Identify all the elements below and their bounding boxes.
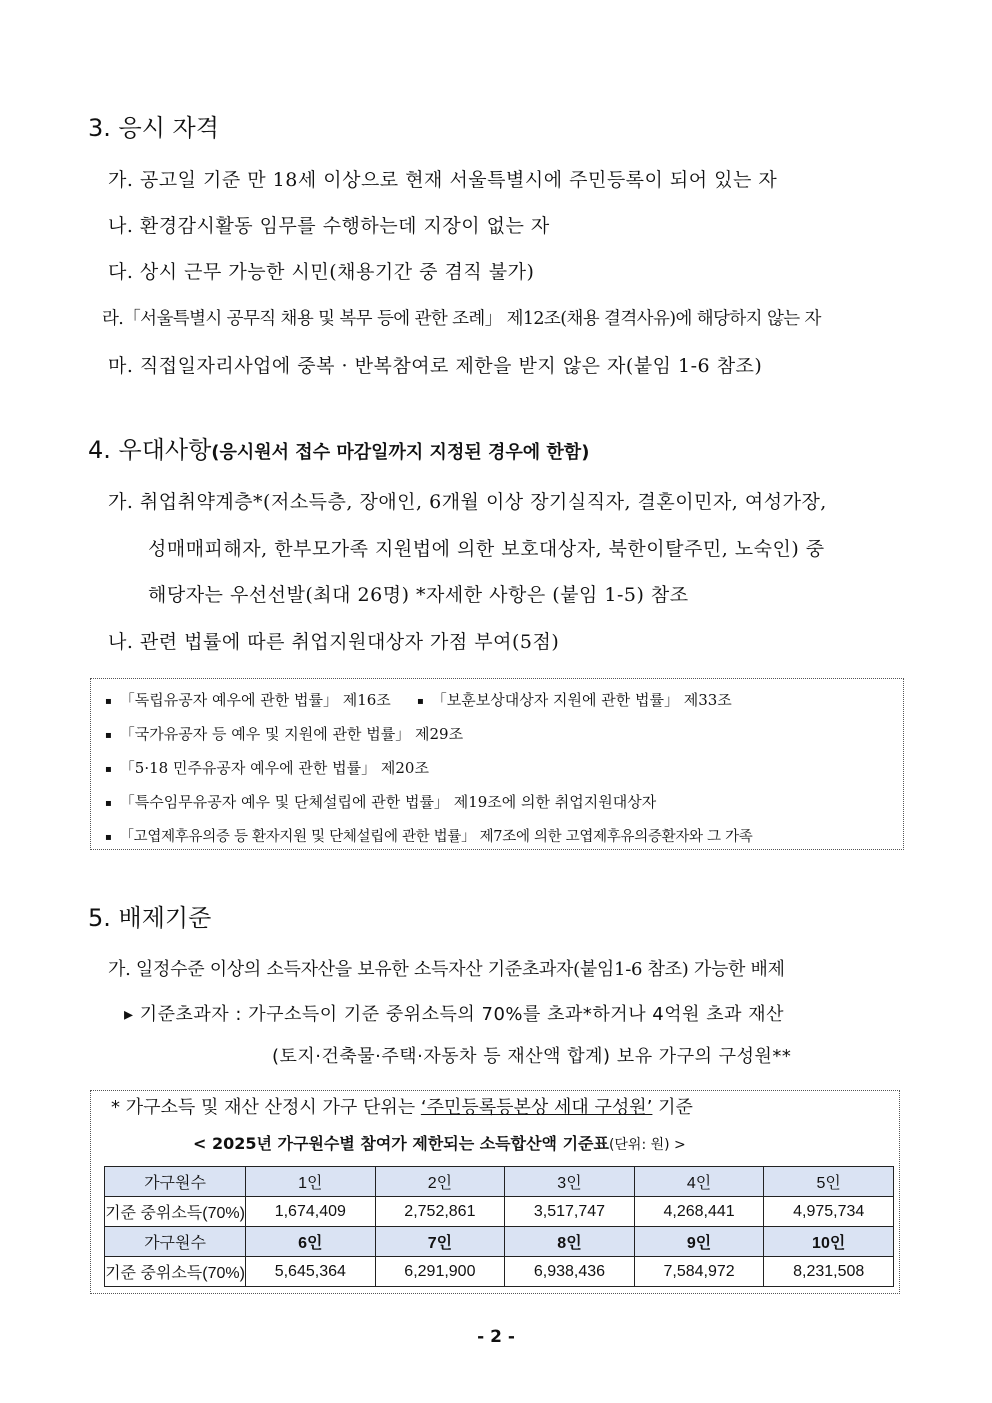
- income-table: [104, 1166, 894, 1287]
- section-4-title: 4. 우대사항: [88, 436, 212, 464]
- s3-item: 가. 공고일 기준 만 18세 이상으로 현재 서울특별시에 주민등록이 되어 있는 자: [108, 169, 778, 191]
- header-cell: 가구원수: [105, 1227, 246, 1257]
- note-text: * 가구소득 및 재산 산정시 가구 단위는: [111, 1097, 421, 1118]
- law-item: ▪ 「보훈보상대상자 지원에 관한 법률」 제33조: [417, 689, 732, 710]
- table-header-row: [105, 1167, 894, 1197]
- table-row: [105, 1197, 894, 1227]
- s3-item: 다. 상시 근무 가능한 시민(채용기간 중 겸직 불가): [108, 261, 535, 283]
- s4-item-a-line: 가. 취업취약계층*(저소득층, 장애인, 6개월 이상 장기실직자, 결혼이민자, 여성가장,: [108, 491, 827, 513]
- s5-criteria: (토지·건축물·주택·자동차 등 재산액 합계) 보유 가구의 구성원**: [272, 1046, 792, 1067]
- law-item: ▪ 「독립유공자 예우에 관한 법률」 제16조: [105, 689, 391, 710]
- table-unit: (단위: 원) >: [608, 1137, 686, 1153]
- note-suffix: 기준: [652, 1097, 693, 1118]
- row-label: 기준 중위소득(70%): [105, 1197, 246, 1227]
- header-cell: 가구원수: [105, 1167, 246, 1197]
- header-cell: 2인: [375, 1167, 505, 1197]
- table-row: [105, 1257, 894, 1287]
- value-cell: 4,268,441: [634, 1197, 764, 1227]
- law-item: ▪ 「특수임무유공자 예우 및 단체설립에 관한 법률」 제19조에 의한 취업지원대상자: [105, 791, 656, 812]
- value-cell: 6,291,900: [375, 1257, 505, 1287]
- s5-criteria: ▸ 기준초과자 : 가구소득이 기준 중위소득의 70%를 초과*하거나 4억원 초과 재산: [124, 1004, 785, 1025]
- header-cell: 6인: [246, 1227, 376, 1257]
- header-cell: 5인: [764, 1167, 894, 1197]
- value-cell: 7,584,972: [634, 1257, 764, 1287]
- household-note: [111, 1093, 693, 1119]
- law-item: ▪ 「국가유공자 등 예우 및 지원에 관한 법률」 제29조: [105, 723, 463, 744]
- s4-item-a-line: 성매매피해자, 한부모가족 지원법에 의한 보호대상자, 북한이탈주민, 노숙인) 중: [148, 538, 825, 560]
- value-cell: 4,975,734: [764, 1197, 894, 1227]
- s3-item: 라.「서울특별시 공무직 채용 및 복무 등에 관한 조례」 제12조(채용 결격사유)에 해당하지 않는 자: [102, 309, 821, 329]
- header-cell: 1인: [246, 1167, 376, 1197]
- table-title-text: < 2025년 가구원수별 참여가 제한되는 소득합산액 기준표: [193, 1134, 609, 1153]
- header-cell: 9인: [634, 1227, 764, 1257]
- value-cell: 8,231,508: [764, 1257, 894, 1287]
- law-item: ▪ 「5·18 민주유공자 예우에 관한 법률」 제20조: [105, 757, 429, 778]
- note-underlined: ‘주민등록등본상 세대 구성원’: [420, 1097, 653, 1118]
- row-label: 기준 중위소득(70%): [105, 1257, 246, 1287]
- laws-box: [90, 678, 904, 850]
- s4-item-a-line: 해당자는 우선선발(최대 26명) *자세한 사항은 (붙임 1-5) 참조: [148, 584, 689, 606]
- header-cell: 8인: [505, 1227, 635, 1257]
- section-4-heading: [88, 430, 589, 465]
- law-item: ▪ 「고엽제후유의증 등 환자지원 및 단체설립에 관한 법률」 제7조에 의한 고엽제후유의증환자와 그 가족: [105, 825, 753, 846]
- value-cell: 1,674,409: [246, 1197, 376, 1227]
- s3-item: 마. 직접일자리사업에 중복 · 반복참여로 제한을 받지 않은 자(붙임 1-6 참조): [108, 355, 763, 377]
- section-4-note: (응시원서 접수 마감일까지 지정된 경우에 한함): [211, 442, 590, 463]
- table-header-row: [105, 1227, 894, 1257]
- section-5-heading: 5. 배제기준: [88, 904, 212, 932]
- value-cell: 2,752,861: [375, 1197, 505, 1227]
- value-cell: 6,938,436: [505, 1257, 635, 1287]
- s5-item-a: 가. 일정수준 이상의 소득자산을 보유한 소득자산 기준초과자(붙임1-6 참조) 가능한 배제: [108, 959, 785, 980]
- value-cell: 3,517,747: [505, 1197, 635, 1227]
- header-cell: 7인: [375, 1227, 505, 1257]
- header-cell: 10인: [764, 1227, 894, 1257]
- section-3-heading: 3. 응시 자격: [88, 114, 219, 142]
- s4-item-b: 나. 관련 법률에 따른 취업지원대상자 가점 부여(5점): [108, 631, 560, 653]
- header-cell: 4인: [634, 1167, 764, 1197]
- page-number: - 2 -: [477, 1327, 515, 1347]
- header-cell: 3인: [505, 1167, 635, 1197]
- value-cell: 5,645,364: [246, 1257, 376, 1287]
- table-title: [193, 1131, 686, 1154]
- s3-item: 나. 환경감시활동 임무를 수행하는데 지장이 없는 자: [108, 215, 550, 237]
